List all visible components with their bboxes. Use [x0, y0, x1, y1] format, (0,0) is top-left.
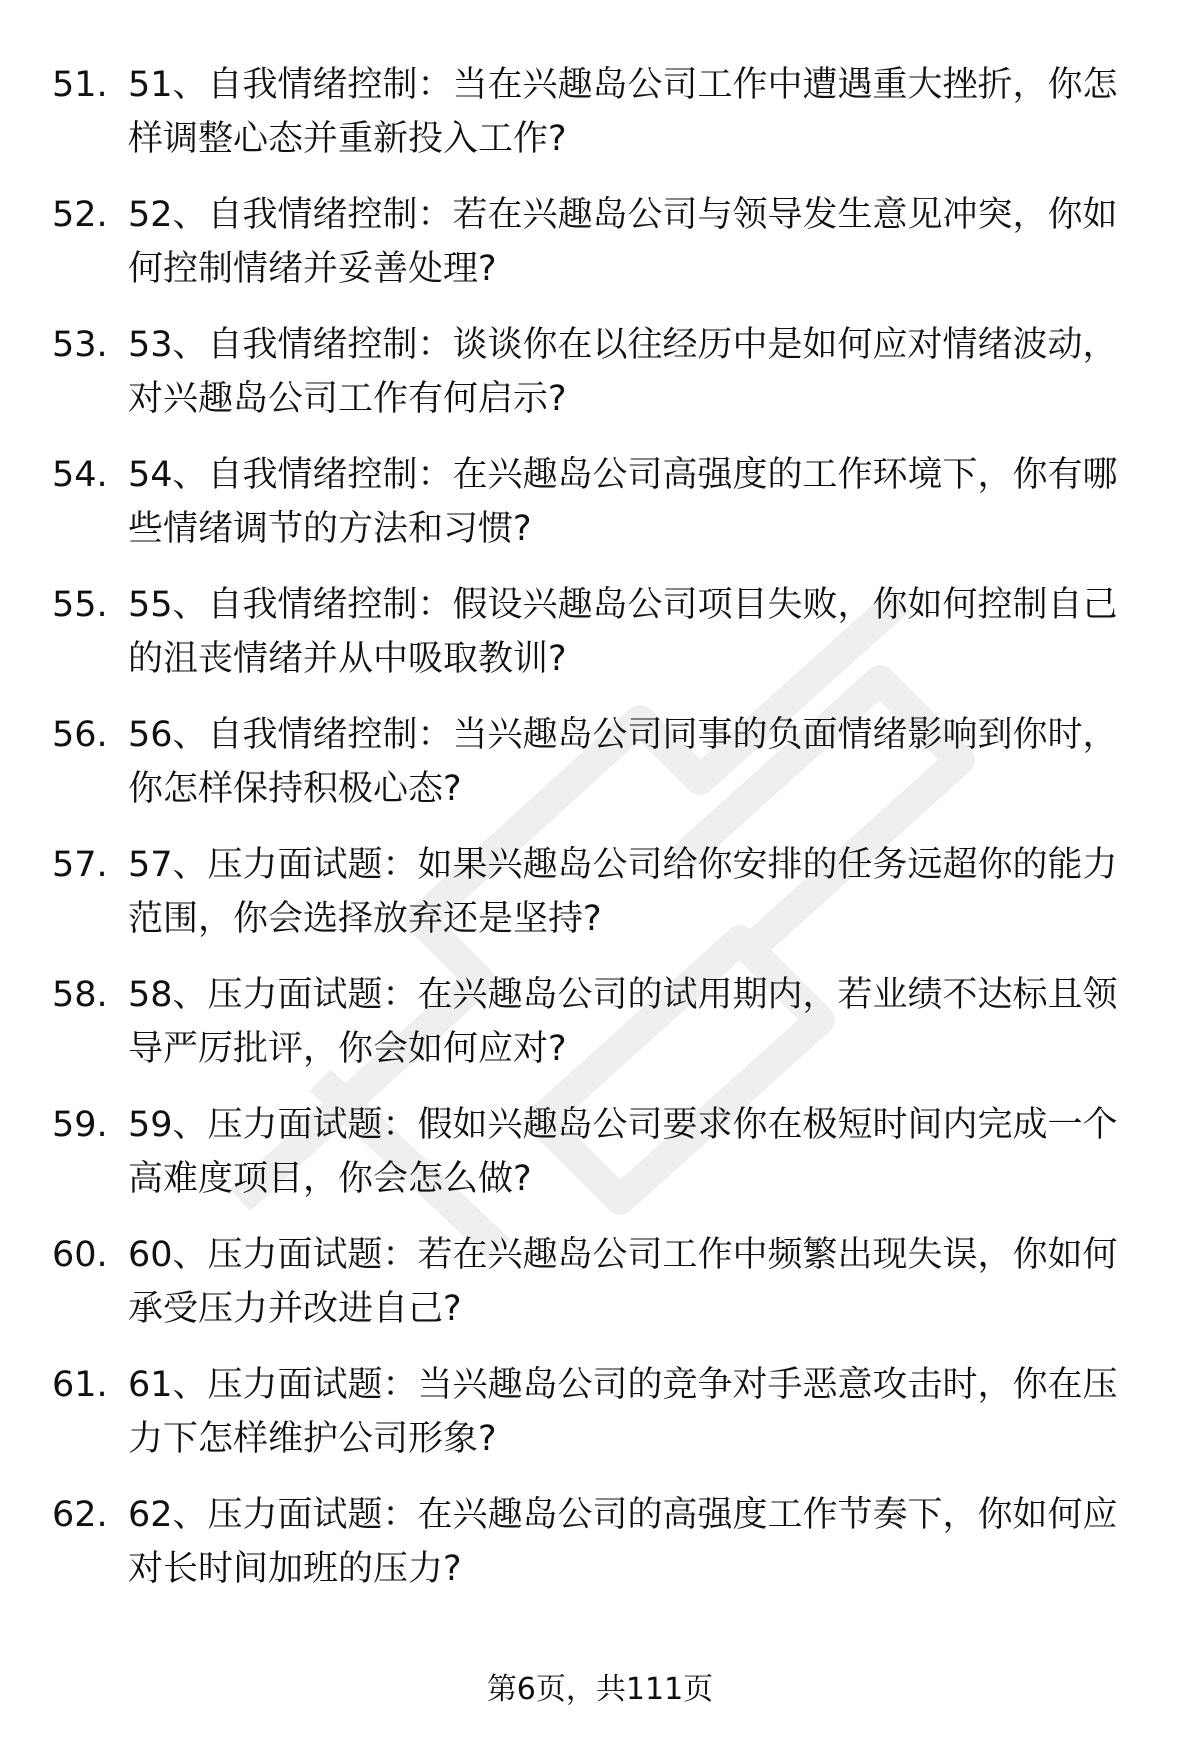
question-text: 55、自我情绪控制：假设兴趣岛公司项目失败，你如何控制自己的沮丧情绪并从中吸取教训? — [128, 585, 1118, 679]
question-text: 51、自我情绪控制：当在兴趣岛公司工作中遭遇重大挫折，你怎样调整心态并重新投入工作? — [128, 65, 1118, 159]
question-text: 61、压力面试题：当兴趣岛公司的竞争对手恶意攻击时，你在压力下怎样维护公司形象? — [128, 1365, 1118, 1459]
question-text: 62、压力面试题：在兴趣岛公司的高强度工作节奏下，你如何应对长时间加班的压力? — [128, 1495, 1118, 1589]
question-number: 60. — [52, 1235, 108, 1275]
question-text: 53、自我情绪控制：谈谈你在以往经历中是如何应对情绪波动，对兴趣岛公司工作有何启示? — [128, 325, 1118, 419]
question-text: 57、压力面试题：如果兴趣岛公司给你安排的任务远超你的能力范围，你会选择放弃还是坚持? — [128, 845, 1118, 939]
question-text: 56、自我情绪控制：当兴趣岛公司同事的负面情绪影响到你时，你怎样保持积极心态? — [128, 715, 1118, 809]
question-item — [52, 1488, 1142, 1618]
question-item — [52, 58, 1142, 188]
question-number: 53. — [52, 325, 108, 365]
question-item — [52, 578, 1142, 708]
question-text: 58、压力面试题：在兴趣岛公司的试用期内，若业绩不达标且领导严厉批评，你会如何应对? — [128, 975, 1118, 1069]
question-item — [52, 838, 1142, 968]
question-number: 51. — [52, 65, 108, 105]
question-number: 55. — [52, 585, 108, 625]
question-number: 52. — [52, 195, 108, 235]
question-number: 61. — [52, 1365, 108, 1405]
question-text: 59、压力面试题：假如兴趣岛公司要求你在极短时间内完成一个高难度项目，你会怎么做? — [128, 1105, 1118, 1199]
question-text: 60、压力面试题：若在兴趣岛公司工作中频繁出现失误，你如何承受压力并改进自己? — [128, 1235, 1118, 1329]
page-footer: 第6页，共111页 — [486, 1672, 714, 1707]
question-list — [52, 58, 1142, 1618]
question-text: 54、自我情绪控制：在兴趣岛公司高强度的工作环境下，你有哪些情绪调节的方法和习惯? — [128, 455, 1118, 549]
question-item — [52, 968, 1142, 1098]
question-number: 57. — [52, 845, 108, 885]
question-item — [52, 318, 1142, 448]
question-number: 62. — [52, 1495, 108, 1535]
question-item — [52, 708, 1142, 838]
question-text: 52、自我情绪控制：若在兴趣岛公司与领导发生意见冲突，你如何控制情绪并妥善处理? — [128, 195, 1118, 289]
question-item — [52, 1358, 1142, 1488]
question-item — [52, 1228, 1142, 1358]
question-item — [52, 448, 1142, 578]
question-number: 56. — [52, 715, 108, 755]
question-number: 54. — [52, 455, 108, 495]
question-number: 58. — [52, 975, 108, 1015]
question-item — [52, 1098, 1142, 1228]
question-number: 59. — [52, 1105, 108, 1145]
question-item — [52, 188, 1142, 318]
